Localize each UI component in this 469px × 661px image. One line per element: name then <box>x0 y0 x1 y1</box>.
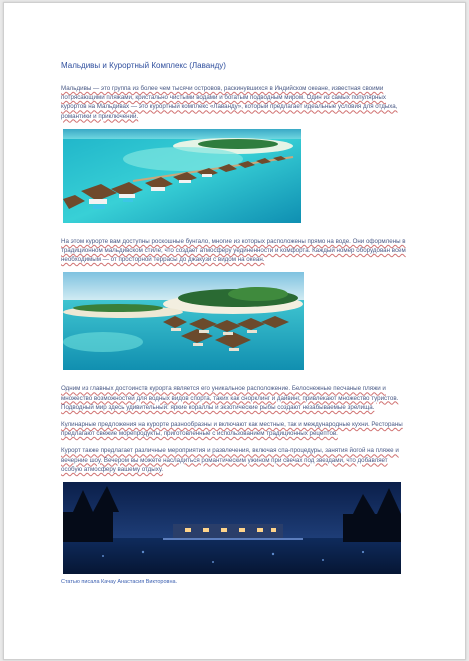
document-page <box>3 2 466 660</box>
paragraph-bungalows: На этом курорте вам доступны роскошные бунгало, многие из которых расположены прямо на воде. Они оформлены в традиционном мальдивском стиле, что создает атмосферу уединенности и комфорта. Каждый номер оборудован всем необходимым — от просторной террасы до джакузи с видом на океан. <box>61 237 406 264</box>
photo-island-bungalows <box>63 272 406 370</box>
document-body[interactable] <box>61 61 406 586</box>
photo-overwater-bungalows <box>63 129 406 223</box>
document-title: Мальдивы и Курортный Комплекс (Лаванду) <box>61 61 226 70</box>
paragraph-cuisine: Кулинарные предложения на курорте разнообразны и включают как местные, так и международные кухни. Рестораны предлагают свежие морепродукты, приготовленные с использованием традиционных рецептов. <box>61 421 403 438</box>
paragraph-intro: Мальдивы — это группа из более чем тысячи островов, раскинувшихся в Индийском океане, известная своими потрясающими пляжами, кристально чистыми водами и богатым подводным миром. Один из самых популярных курортов на Мальдивах — это курортный комплекс «Лаванду», который предлагает идеальные условия для отдыха, романтики и приключений. <box>61 85 398 120</box>
paragraph-activities: Курорт также предлагает различные мероприятия и развлечения, включая спа-процедуры, занятия йогой на пляже и вечерние шоу. Вечером вы можете насладиться романтическим ужином при свечах под звездами, что добавляет особую атмосферу вашему отдыху. <box>61 447 399 473</box>
photo-night-resort <box>63 482 406 574</box>
paragraph-location: Одним из главных достоинств курорта является его уникальное расположение. Белоснежные песчаные пляжи и множество возможностей для водных видов спорта, таких как снорклинг и дайвинг, привлекают множество туристов. Подводный мир здесь удивительный: яркие кораллы и экзотические рыбы создают незабываемые зрелища. <box>61 385 399 411</box>
article-caption: Статью писала Качау Анастасия Викторовна. <box>61 579 178 586</box>
